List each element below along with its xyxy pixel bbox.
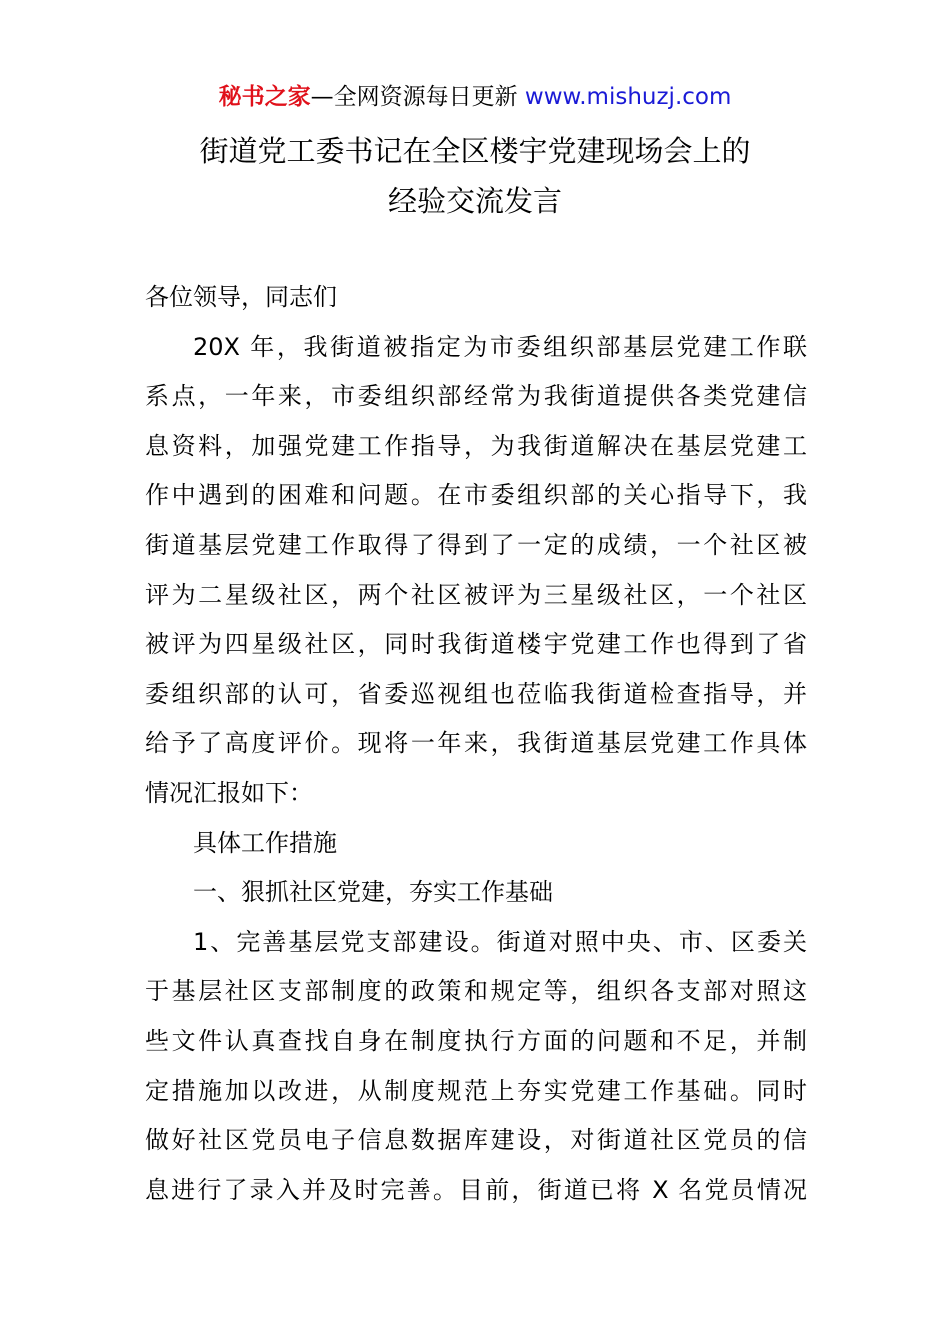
title-line-2: 经验交流发言: [387, 184, 562, 218]
paragraph-line: 于基层社区支部制度的政策和规定等，组织各支部对照这: [145, 977, 807, 1006]
paragraph-line: 评为二星级社区，两个社区被评为三星级社区，一个社区: [145, 580, 807, 609]
paragraph-line: 20X 年，我街道被指定为市委组织部基层党建工作联: [193, 332, 807, 361]
paragraph-line: 情况汇报如下：: [145, 778, 313, 807]
paragraph-line: 系点，一年来，市委组织部经常为我街道提供各类党建信: [145, 382, 807, 411]
paragraph-line: 定措施加以改进，从制度规范上夯实党建工作基础。同时: [145, 1076, 807, 1105]
subsection-heading: 一、狠抓社区党建，夯实工作基础: [193, 878, 553, 907]
document-body: [145, 273, 807, 1215]
salutation: 各位领导，同志们: [145, 283, 337, 311]
paragraph-line: 做好社区党员电子信息数据库建设，对街道社区党员的信: [145, 1126, 807, 1155]
paragraph-line: 委组织部的认可，省委巡视组也莅临我街道检查指导，并: [145, 679, 807, 708]
paragraph-line: 作中遇到的困难和问题。在市委组织部的关心指导下，我: [145, 481, 807, 510]
site-slogan: —全网资源每日更新: [310, 84, 525, 110]
site-url-link[interactable]: www.mishuzj.com: [524, 84, 732, 110]
paragraph-line: 些文件认真查找自身在制度执行方面的问题和不足，并制: [145, 1026, 807, 1055]
site-header: [0, 80, 950, 114]
paragraph-line: 街道基层党建工作取得了得到了一定的成绩，一个社区被: [145, 530, 807, 559]
paragraph-line: 息进行了录入并及时完善。目前，街道已将 X 名党员情况: [145, 1175, 807, 1204]
paragraph-line: 给予了高度评价。现将一年来，我街道基层党建工作具体: [145, 729, 807, 758]
title-line-1: 街道党工委书记在全区楼宇党建现场会上的: [199, 134, 751, 168]
document-title: [0, 126, 950, 226]
site-brand: 秘书之家: [218, 84, 311, 110]
paragraph-line: 息资料，加强党建工作指导，为我街道解决在基层党建工: [145, 431, 807, 460]
section-heading: 具体工作措施: [193, 828, 337, 857]
paragraph-line: 被评为四星级社区，同时我街道楼宇党建工作也得到了省: [145, 630, 807, 659]
paragraph-line: 1、完善基层党支部建设。街道对照中央、市、区委关: [193, 927, 807, 956]
